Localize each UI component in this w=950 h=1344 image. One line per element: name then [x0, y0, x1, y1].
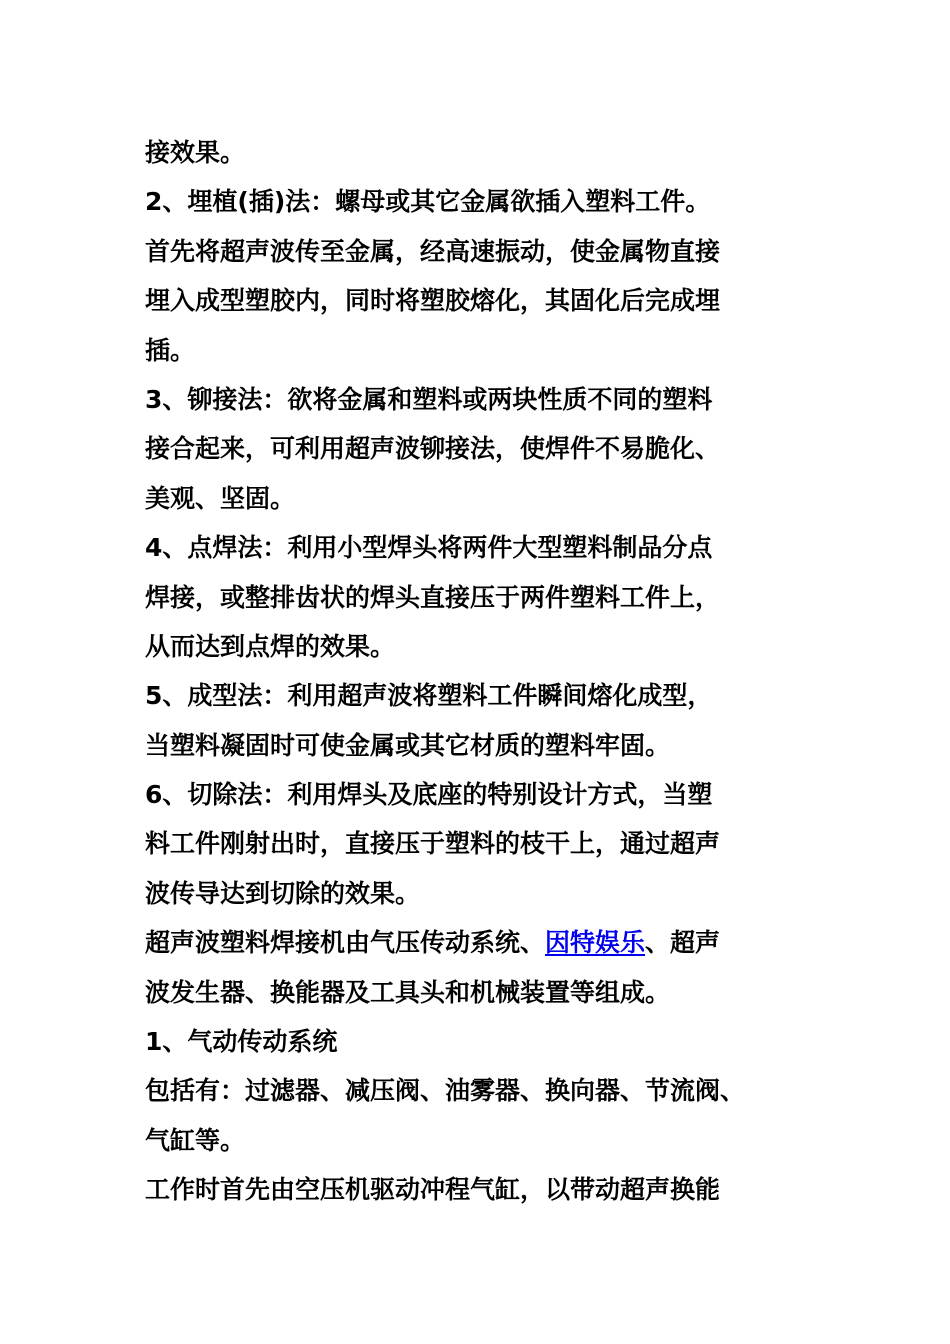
text-line: 埋入成型塑胶内，同时将塑胶熔化，其固化后完成埋 [145, 286, 721, 316]
section-2-heading-line: 2、埋植(插)法：螺母或其它金属欲插入塑料工件。 [145, 187, 711, 217]
text-line: 工作时首先由空压机驱动冲程气缸，以带动超声换能 [145, 1175, 721, 1205]
text-line: 气缸等。 [145, 1125, 246, 1155]
text-line: 当塑料凝固时可使金属或其它材质的塑料牢固。 [145, 730, 671, 760]
text-line: 美观、坚固。 [145, 483, 296, 513]
document-body [145, 128, 835, 1215]
inline-link[interactable]: 因特娱乐 [545, 928, 646, 958]
section-5-heading-line: 5、成型法：利用超声波将塑料工件瞬间熔化成型， [145, 681, 713, 711]
section-4-heading-line: 4、点焊法：利用小型焊头将两件大型塑料制品分点 [145, 533, 713, 563]
text-line: 接合起来，可利用超声波铆接法，使焊件不易脆化、 [145, 434, 721, 464]
text-line: 插。 [145, 335, 196, 365]
link-line-before: 超声波塑料焊接机由气压传动系统、 [145, 928, 546, 958]
subsection-1-heading-line: 1、气动传动系统 [145, 1027, 338, 1057]
section-3-heading-line: 3、铆接法：欲将金属和塑料或两块性质不同的塑料 [145, 384, 713, 414]
text-line: 焊接，或整排齿状的焊头直接压于两件塑料工件上， [145, 582, 721, 612]
text-line: 波传导达到切除的效果。 [145, 878, 421, 908]
text-line-with-link [145, 918, 835, 967]
text-line: 从而达到点焊的效果。 [145, 631, 396, 661]
text-line: 包括有：过滤器、减压阀、油雾器、换向器、节流阀、 [145, 1076, 746, 1106]
text-line: 波发生器、换能器及工具头和机械装置等组成。 [145, 977, 671, 1007]
text-line: 料工件刚射出时，直接压于塑料的枝干上，通过超声 [145, 829, 721, 859]
section-6-heading-line: 6、切除法：利用焊头及底座的特别设计方式，当塑 [145, 780, 713, 810]
text-line: 接效果。 [145, 138, 246, 167]
link-line-after: 、超声 [645, 928, 721, 958]
text-line: 首先将超声波传至金属，经高速振动，使金属物直接 [145, 236, 721, 266]
